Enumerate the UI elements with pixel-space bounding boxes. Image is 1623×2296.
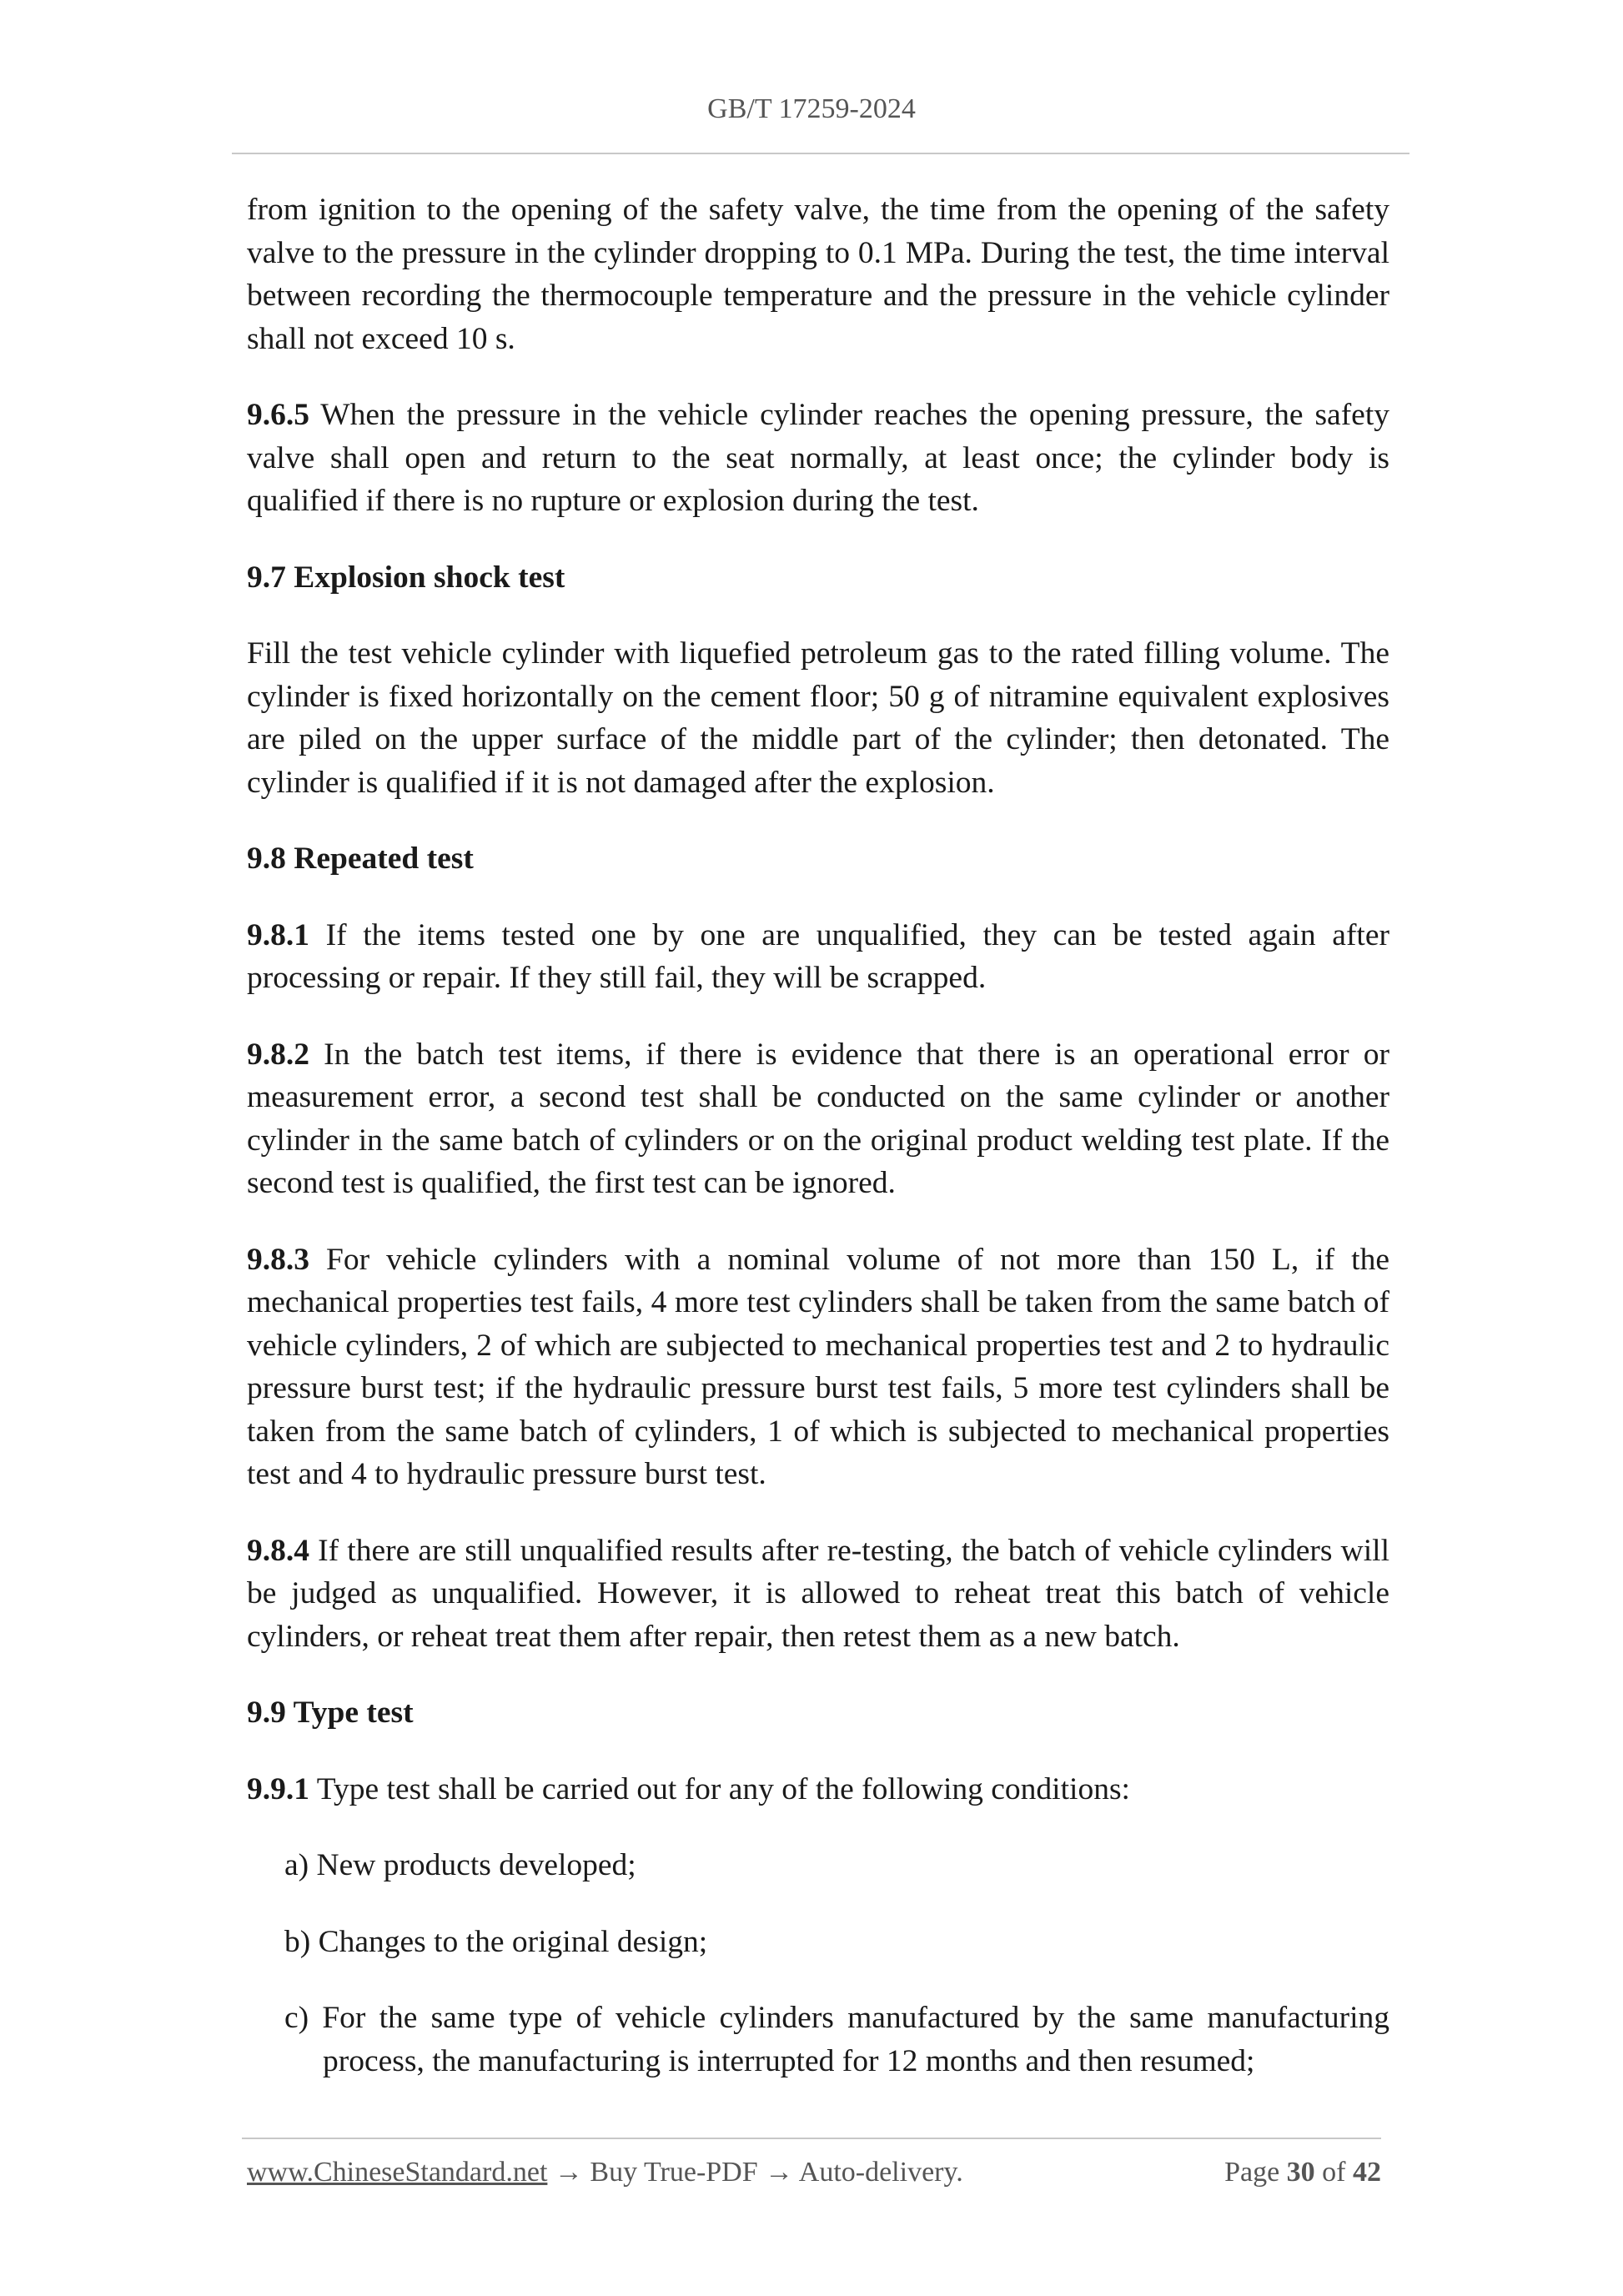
clause-9-8-1 xyxy=(247,914,1389,1000)
list-item-c: c) For the same type of vehicle cylinders manufactured by the same manufacturing process, the manufacturing is interrupted for 12 months and then resumed; xyxy=(284,2001,1389,2078)
clause-text: For vehicle cylinders with a nominal volume of not more than 150 L, if the mechanical properties test fails, 4 more test cylinders shall be taken from the same batch of vehicle cylinders, 2 of which are subjected to mechanical properties test and 2 to hydraulic pressure burst test; if the hydraulic pressure burst test fails, 5 more test cylinders shall be taken from the same batch of cylinders, 1 of which is subjected to mechanical properties test and 4 to hydraulic pressure burst test. xyxy=(247,1242,1389,1491)
website-link[interactable]: www.ChineseStandard.net xyxy=(247,2157,548,2188)
clause-9-8-3 xyxy=(247,1238,1389,1496)
paragraph-9-7 xyxy=(247,632,1389,804)
arrow-right-icon: → xyxy=(547,2157,590,2188)
paragraph-text: from ignition to the opening of the safety valve, the time from the opening of the safety valve to the pressure in the cylinder dropping to 0.1 MPa. During the test, the time interval between recording the thermocouple temperature and the pressure in the vehicle cylinder shall not exceed 10 s. xyxy=(247,193,1389,356)
section-heading-9-8: 9.8 Repeated test xyxy=(247,842,474,876)
footer-divider xyxy=(242,2138,1381,2139)
clause-number: 9.8.4 xyxy=(247,1533,309,1568)
clause-9-8-4 xyxy=(247,1530,1389,1659)
clause-number: 9.6.5 xyxy=(247,398,309,432)
header-divider xyxy=(232,153,1409,154)
clause-text: Type test shall be carried out for any of the following conditions: xyxy=(309,1771,1130,1806)
page-of-label: of xyxy=(1314,2157,1353,2188)
page-total: 42 xyxy=(1353,2157,1381,2188)
clause-text: In the batch test items, if there is evidence that there is an operational error or measurement error, a second test shall be conducted on the same cylinder or another cylinder in the same batch of cylinders or on the original product welding test plate. If the second test is qualified, the first test can be ignored. xyxy=(247,1037,1389,1200)
buy-pdf-text: Buy True-PDF xyxy=(590,2157,758,2188)
paragraph-text: Fill the test vehicle cylinder with liquefied petroleum gas to the rated filling volume. The cylinder is fixed horizontally on the cement floor; 50 g of nitramine equivalent explosives are piled on the upper surface of the middle part of the cylinder; then detonated. The cylinder is qualified if it is not damaged after the explosion. xyxy=(247,636,1389,800)
clause-9-9-1 xyxy=(247,1768,1389,1811)
arrow-right-icon: → xyxy=(757,2157,799,2188)
section-heading-9-9: 9.9 Type test xyxy=(247,1696,414,1730)
page-label: Page xyxy=(1224,2157,1287,2188)
clause-number: 9.8.1 xyxy=(247,917,309,952)
clause-number: 9.8.2 xyxy=(247,1037,309,1072)
document-body xyxy=(247,188,1389,2116)
clause-text: If the items tested one by one are unqualified, they can be tested again after processing or repair. If they still fail, they will be scrapped. xyxy=(247,917,1389,995)
clause-number: 9.8.3 xyxy=(247,1242,309,1277)
clause-text: When the pressure in the vehicle cylinder reaches the opening pressure, the safety valve shall open and return to the seat normally, at least once; the cylinder body is qualified if there is no rupture or explosion during the test. xyxy=(247,398,1389,518)
document-id-header: GB/T 17259-2024 xyxy=(707,93,916,124)
clause-number: 9.9.1 xyxy=(247,1771,309,1806)
section-heading-9-7: 9.7 Explosion shock test xyxy=(247,560,565,595)
list-item-a: a) New products developed; xyxy=(284,1848,636,1882)
clause-9-8-2 xyxy=(247,1033,1389,1205)
clause-9-6-5 xyxy=(247,394,1389,523)
footer-promo xyxy=(247,2157,963,2188)
auto-delivery-text: Auto-delivery. xyxy=(798,2157,963,2188)
page-current: 30 xyxy=(1286,2157,1315,2188)
clause-text: If there are still unqualified results after re-testing, the batch of vehicle cylinders will be judged as unqualified. However, it is allowed to reheat treat this batch of vehicle cylinders, or reheat treat them after repair, then retest them as a new batch. xyxy=(247,1533,1389,1654)
page-number-indicator xyxy=(1224,2157,1381,2188)
paragraph-continuation xyxy=(247,188,1389,360)
list-item-b: b) Changes to the original design; xyxy=(284,1924,708,1959)
